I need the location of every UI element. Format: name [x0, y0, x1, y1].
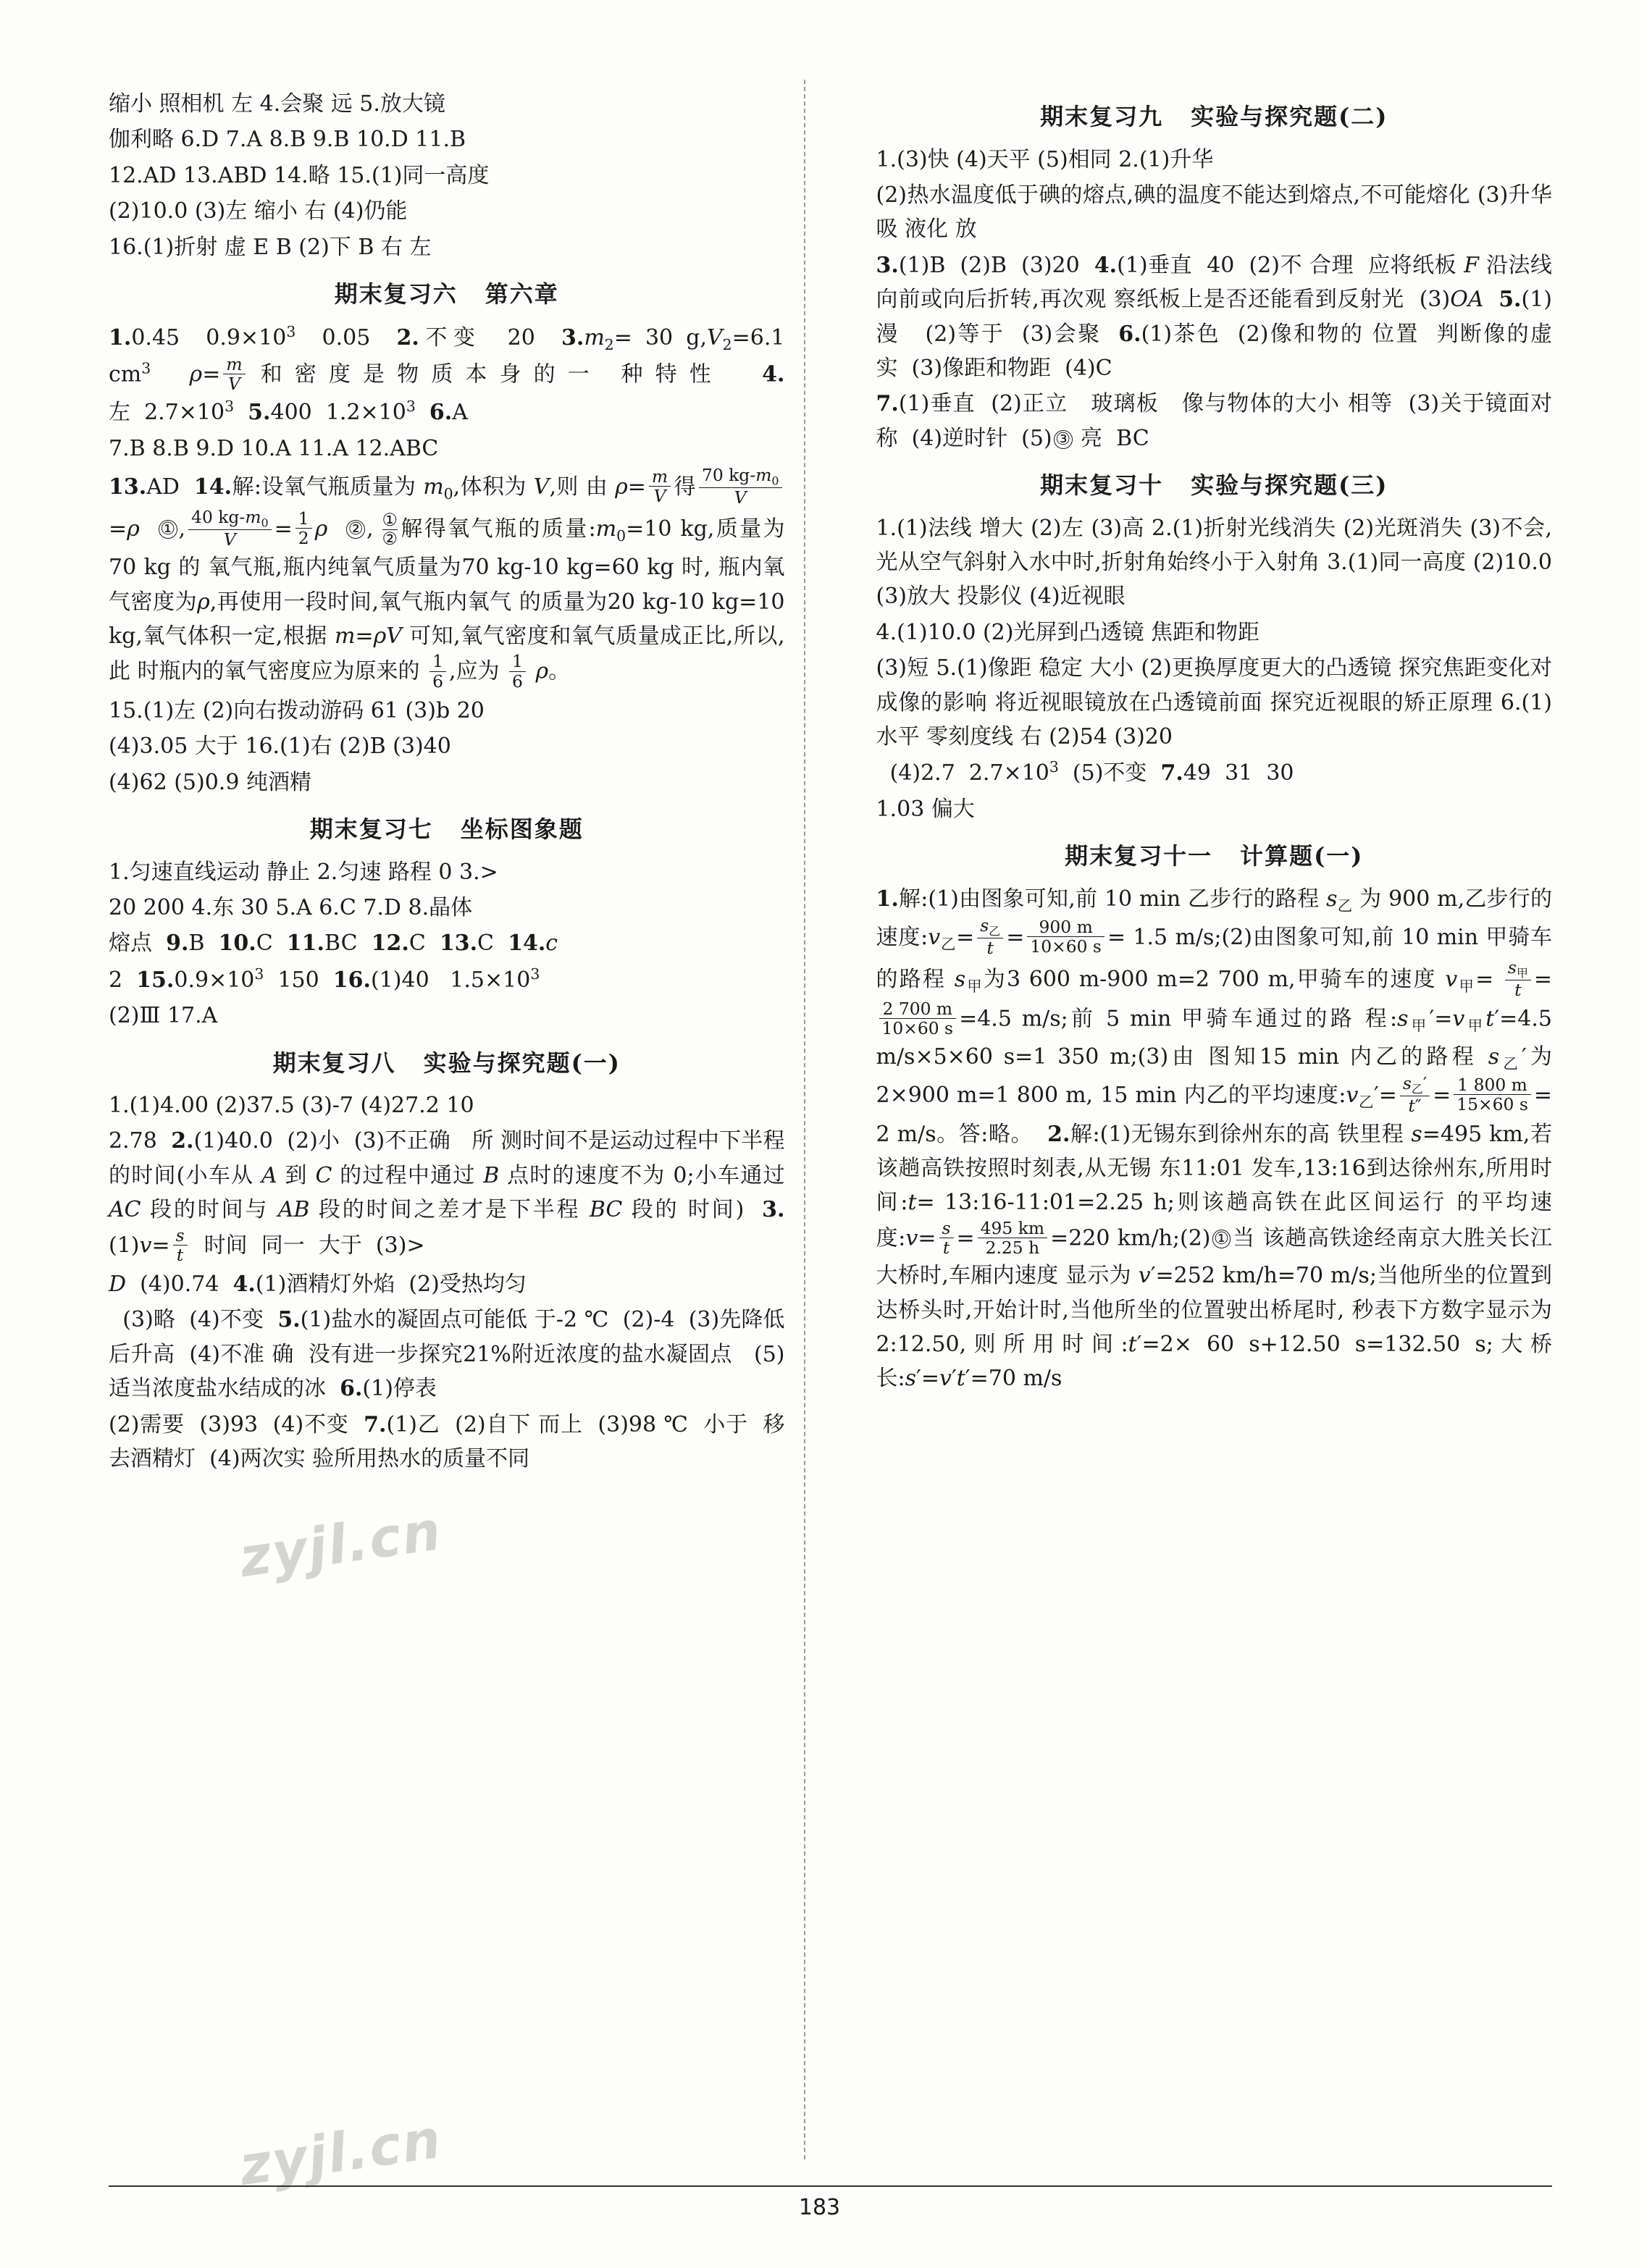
section-10-line-2: 4.(1)10.0 (2)光屏到凸透镜 焦距和物距 [876, 619, 1259, 645]
section-heading-9 [876, 98, 1553, 135]
left-top-line-2: 伽利略 6.D 7.A 8.B 9.B 10.D 11.B [109, 127, 466, 153]
section-6-title: 期末复习六 [334, 280, 458, 308]
section-6-line-5: (4)3.05 大于 16.(1)右 (2)B (3)40 [109, 734, 451, 760]
section-6-subtitle: 第六章 [485, 280, 559, 308]
column-divider [804, 80, 805, 2159]
right-column [826, 87, 1553, 2159]
section-8-line-5: (2)需要 (3)93 (4)不变 7.(1)乙 (2)自下 而上 (3)98 ℃ 小于 移去酒精灯 (4)两次实 验所用热水的质量不同 [109, 1411, 785, 1472]
section-11-problem-1: 1.解:(1)由图象可知,前 10 min 乙步行的路程 $s_乙$ 为 900 m,乙步行的速度$:v_乙=$ $\frac{s_乙}{t}$ = $\frac{900 m}{10\times 60 s}$ = 1.5 m/s;(2)由图象可知,前 10 min 甲骑车的路程 $s_甲$为3 600 m-900 m=2 700 m,甲骑车的速度 $v_甲=$ $\frac{s_甲}{t}$ = $\frac{2 700 m}{10\times 60 s}$ =4.5 m/s;前 5 min 甲骑车通过的路 程$:s_甲'=v_甲t'=4.5$ m/s×5×60 s=1 350 m;(3)由 图知15 min 内乙的路程 $s_乙'$为 2×900 m=1 800 m, 15 min 内乙的平均速度$:v_乙'=$ $\frac{s_乙'}{t''}$ = $\frac{1 800 m}{15\times 60 s}$ = 2 m/s。答:略。 2.解:(1)无锡东到徐州东的高 铁里程 s=495 km,若该趟高铁按照时刻表,从无锡 东11:01 发车,13:16到达徐州东,所用时间:t= 13:16-11:01=2.25 h;则该趟高铁在此区间运行 的平均速度:v= $\frac{s}{t}$ = $\frac{495 km}{2.25 h}$ =220 km/h;(2) ① 当 该趟高铁途经南京大胜关长江大桥时,车厢内速度 显示为 v′=252 km/h=70 m/s;当他所坐的位置到 达桥头时,开始计时,当他所坐的位置驶出桥尾时, 秒表下方数字显示为2:12.50,则所用时间:t′=2× 60 s+12.50 s=132.50 s;大桥长:s′=v′t′=70 m/s [876, 886, 1553, 1392]
left-column [109, 87, 826, 2159]
section-8-line-2: 2.78 2.(1)40.0 (2)小 (3)不正确 所 测时间不是运动过程中下半程的时间(小车从 A 到 C 的过程中通过 B 点时的速度不为 0;小车通过 AC 段的时间与 AB 段的时间之差才是下半程 BC 段的 时间) 3.(1)v= $\frac{s}{t}$ 时间 同一 大于 (3)> [109, 1128, 785, 1265]
section-10-line-3: (3)短 5.(1)像距 稳定 大小 (2)更换厚度更大的凸透镜 探究焦距变化对成像的影响 将近视眼镜放在凸透镜前面 探究近视眼的矫正原理 6.(1)水平 零刻度线 右 (2)54 (3)20 [876, 655, 1552, 749]
watermark-1: zyjl.cn [235, 1499, 446, 1590]
section-8-subtitle: 实验与探究题(一) [423, 1049, 621, 1077]
section-7-title: 期末复习七 [309, 815, 433, 844]
section-6-line-3: 13.AD 14.解:设氧气瓶质量为 $m_0$,体积为 V,则 由 ρ= $\frac{m}{V}$ 得 $\frac{70 kg-m_0}{V}$ =ρ ① , $\frac{40 kg-m_0}{V}$ = $\frac{1}{2}$ ρ ② , ① ② 解得氧气瓶的质量$:m_0=10$ kg,质量为 70 kg 的 氧气瓶,瓶内纯氧气质量为70 kg-10 kg=60 kg 时, 瓶内氧气密度为ρ,再使用一段时间,氧气瓶内氧气 的质量为20 kg-10 kg=10 kg,氧气体积一定,根据 m=ρV 可知,氧气密度和氧气质量成正比,所以,此 时瓶内的氧气密度应为原来的 $\frac{1}{6}$ ,应为 $\frac{1}{6}$ ρ。 [109, 464, 785, 692]
page-number: 183 [798, 2195, 841, 2220]
section-8-line-3: D (4)0.74 4.(1)酒精灯外焰 (2)受热均匀 [109, 1272, 527, 1298]
section-9-subtitle: 实验与探究题(二) [1191, 103, 1388, 130]
left-top-line-5: 16.(1)折射 虚 E B (2)下 B 右 左 [109, 234, 432, 260]
section-10-line-1: 1.(1)法线 增大 (2)左 (3)高 2.(1)折射光线消失 (2)光斑消失 (3)不会,光从空气斜射入水中时,折射角始终小于入射角 3.(1)同一高度 (2)10.0 (3)放大 投影仪 (4)近视眼 [876, 515, 1552, 610]
section-8-title: 期末复习八 [272, 1049, 396, 1077]
section-6-line-1: 1.0.45 $0.9\times 10^3$ 0.05 2.不变 20 $3.m_2= 30$ $g,V_2=6.1$ $cm^3$ ρ= $\frac{m}{V}$ 和密度是物质本身的一 种特性 4.左 $2.7\times 10^3$ 5.400 $1.2\times 10^3$ 6.A [109, 322, 785, 426]
section-9-title: 期末复习九 [1040, 103, 1164, 130]
section-7-line-1: 1.匀速直线运动 静止 2.匀速 路程 0 3.> [109, 859, 498, 885]
section-6-line-2: 7.B 8.B 9.D 10.A 11.A 12.ABC [109, 435, 439, 461]
section-6-line-6: (4)62 (5)0.9 纯酒精 [109, 769, 311, 795]
section-9-line-1: 1.(3)快 (4)天平 (5)相同 2.(1)升华 [876, 146, 1214, 172]
section-7-line-4: 2 $15.0.9\times 10^3$ 150 16.(1)40 $1.5\times 10^3$ [109, 965, 540, 993]
watermark-2: zyjl.cn [235, 2107, 446, 2198]
two-column-body [109, 87, 1552, 2159]
section-10-subtitle: 实验与探究题(三) [1191, 471, 1388, 500]
section-heading-6 [109, 276, 785, 313]
section-11-subtitle: 计算题(一) [1240, 842, 1364, 870]
section-10-line-5: 1.03 偏大 [876, 796, 975, 822]
left-top-line-3: 12.AD 13.ABD 14.略 15.(1)同一高度 [109, 162, 490, 188]
section-heading-10 [876, 467, 1553, 504]
section-7-line-3: 熔点 9.B 10.C 11.BC 12.C 13.C 14.c [109, 931, 558, 957]
left-top-line-4: (2)10.0 (3)左 缩小 右 (4)仍能 [109, 198, 408, 224]
section-heading-7 [109, 811, 785, 848]
section-7-line-2: 20 200 4.东 30 5.A 6.C 7.D 8.晶体 [109, 894, 473, 920]
section-6-line-4: 15.(1)左 (2)向右拨动游码 61 (3)b 20 [109, 697, 485, 723]
section-9-line-4: 7.(1)垂直 (2)正立 玻璃板 像与物体的大小 相等 (3)关于镜面对称 (4)逆时针 (5) ③ 亮 BC [876, 391, 1552, 451]
section-9-line-2: (2)热水温度低于碘的熔点,碘的温度不能达到熔点,不可能熔化 (3)升华 吸 液化 放 [876, 182, 1552, 243]
section-7-subtitle: 坐标图象题 [460, 815, 584, 844]
left-top-line-1: 缩小 照相机 左 4.会聚 远 5.放大镜 [109, 91, 445, 117]
section-heading-8 [109, 1045, 785, 1082]
section-9-line-3: 3.(1)B (2)B (3)20 4.(1)垂直 40 (2)不 合理 应将纸板 F 沿法线向前或向后折转,再次观 察纸板上是否还能看到反射光 (3)OA 5.(1)漫 (2)等于 (3)会聚 6.(1)茶色 (2)像和物的 位置 判断像的虚实 (3)像距和物距 (4)C [876, 252, 1553, 381]
section-7-line-5: (2)Ⅲ 17.A [109, 1003, 218, 1029]
section-10-line-4: (4)2.7 $2.7\times 10^3$ (5)不变 7.49 31 30 [876, 758, 1294, 786]
section-8-line-1: 1.(1)4.00 (2)37.5 (3)-7 (4)27.2 10 [109, 1093, 474, 1119]
section-11-title: 期末复习十一 [1065, 842, 1213, 870]
footer-rule [109, 2185, 1552, 2187]
section-heading-11 [876, 838, 1553, 875]
section-8-line-4: (3)略 (4)不变 5.(1)盐水的凝固点可能低 于-2 ℃ (2)-4 (3)先降低后升高 (4)不准 确 没有进一步探究21%附近浓度的盐水凝固点 (5)适当浓度盐水结成的冰 6.(1)停表 [109, 1307, 785, 1402]
section-10-title: 期末复习十 [1040, 471, 1164, 500]
